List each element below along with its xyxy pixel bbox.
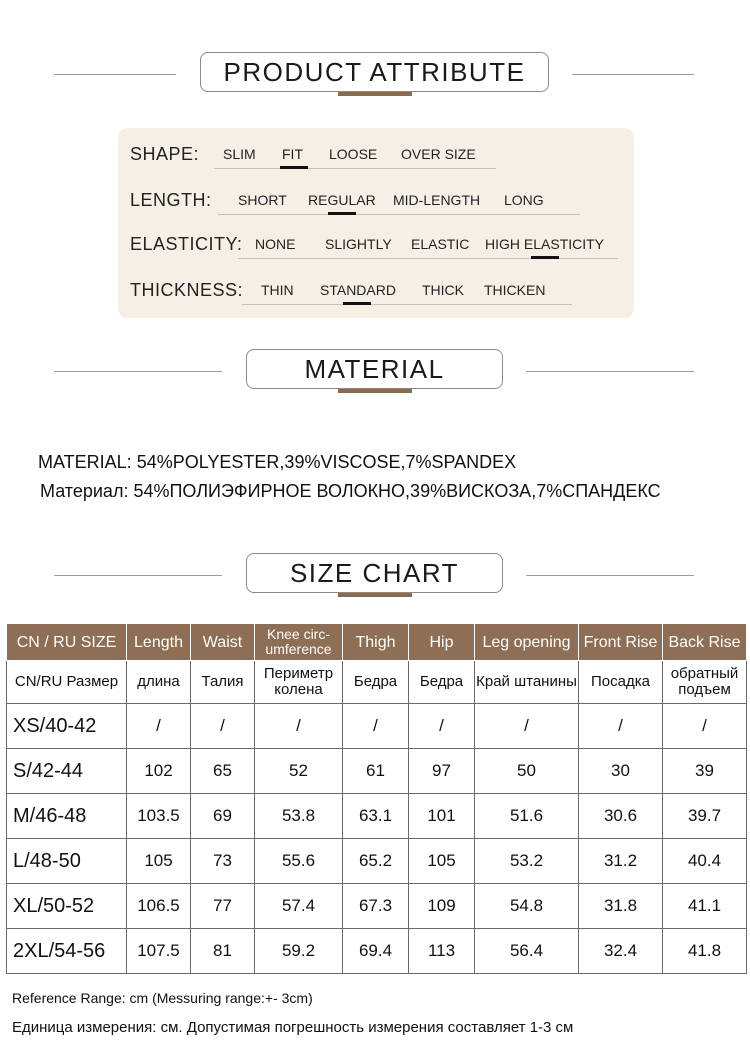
table-cell: 109 <box>409 884 475 929</box>
table-cell: 81 <box>191 929 255 974</box>
size-cell: L/48-50 <box>7 839 127 884</box>
material-value-en: 54%POLYESTER,39%VISCOSE,7%SPANDEX <box>136 452 517 472</box>
attribute-panel <box>118 128 634 318</box>
table-cell: 39 <box>663 749 747 794</box>
selected-marker <box>531 256 559 259</box>
header-cell: Waist <box>191 624 255 661</box>
table-cell: 53.2 <box>475 839 579 884</box>
table-cell: / <box>255 704 343 749</box>
header-cell: Front Rise <box>579 624 663 661</box>
attribute-option: STANDARD <box>320 282 396 298</box>
attribute-option: OVER SIZE <box>401 146 476 162</box>
attribute-underline <box>242 304 572 305</box>
material-title: MATERIAL <box>246 349 503 389</box>
product-attribute-title: PRODUCT ATTRIBUTE <box>200 52 549 92</box>
product-attribute-header <box>0 52 750 98</box>
attribute-option: ELASTIC <box>411 236 470 252</box>
size-cell: S/42-44 <box>7 749 127 794</box>
divider-right <box>572 74 694 75</box>
attribute-row-length <box>118 186 634 216</box>
table-cell: 30.6 <box>579 794 663 839</box>
header-cell-ru: Бедра <box>343 661 409 704</box>
table-cell: 65.2 <box>343 839 409 884</box>
size-chart-title: SIZE CHART <box>246 553 503 593</box>
table-cell: 39.7 <box>663 794 747 839</box>
table-row <box>7 884 747 929</box>
table-cell: 50 <box>475 749 579 794</box>
table-cell: 52 <box>255 749 343 794</box>
table-cell: 69 <box>191 794 255 839</box>
header-cell-ru: длина <box>127 661 191 704</box>
table-cell: 55.6 <box>255 839 343 884</box>
title-accent <box>338 92 412 96</box>
table-cell: 41.1 <box>663 884 747 929</box>
table-cell: 69.4 <box>343 929 409 974</box>
header-cell-ru: Талия <box>191 661 255 704</box>
table-cell: 105 <box>409 839 475 884</box>
attribute-option: SHORT <box>238 192 287 208</box>
attribute-option: HIGH ELASTICITY <box>485 236 605 252</box>
header-cell: Length <box>127 624 191 661</box>
table-cell: 105 <box>127 839 191 884</box>
attribute-option: SLIM <box>223 146 256 162</box>
header-cell: CN / RU SIZE <box>7 624 127 661</box>
reference-note-en: Reference Range: cm (Messuring range:+- 3cm) <box>12 990 313 1006</box>
table-cell: 30 <box>579 749 663 794</box>
divider-left <box>54 575 222 576</box>
table-cell: / <box>343 704 409 749</box>
attribute-row-shape <box>118 140 634 170</box>
table-cell: / <box>409 704 475 749</box>
table-cell: 32.4 <box>579 929 663 974</box>
table-cell: 65 <box>191 749 255 794</box>
table-cell: 59.2 <box>255 929 343 974</box>
table-cell: 61 <box>343 749 409 794</box>
header-cell: Knee circ-umference <box>255 624 343 661</box>
attribute-option: NONE <box>255 236 296 252</box>
attribute-option: THIN <box>261 282 294 298</box>
size-cell: M/46-48 <box>7 794 127 839</box>
table-cell: 54.8 <box>475 884 579 929</box>
table-cell: 57.4 <box>255 884 343 929</box>
table-cell: 51.6 <box>475 794 579 839</box>
table-cell: 77 <box>191 884 255 929</box>
table-row <box>7 929 747 974</box>
header-cell-ru: обратный подъем <box>663 661 747 704</box>
table-cell: / <box>475 704 579 749</box>
attribute-option: FIT <box>282 146 303 162</box>
table-cell: 56.4 <box>475 929 579 974</box>
divider-right <box>526 371 694 372</box>
header-cell-ru: CN/RU Размер <box>7 661 127 704</box>
size-cell: XS/40-42 <box>7 704 127 749</box>
material-en <box>38 452 516 473</box>
attribute-underline <box>238 258 618 259</box>
size-cell: XL/50-52 <box>7 884 127 929</box>
table-cell: 102 <box>127 749 191 794</box>
title-accent <box>338 593 412 597</box>
table-row <box>7 704 747 749</box>
table-cell: / <box>579 704 663 749</box>
header-cell-ru: Периметр колена <box>255 661 343 704</box>
reference-note-ru: Единица измерения: см. Допустимая погрешность измерения составляет 1-3 см <box>12 1019 574 1036</box>
header-row-en <box>7 624 747 661</box>
attribute-label: SHAPE: <box>130 144 200 164</box>
table-cell: / <box>127 704 191 749</box>
table-cell: 53.8 <box>255 794 343 839</box>
selected-marker <box>343 302 371 305</box>
size-chart-table <box>6 623 747 974</box>
table-cell: 106.5 <box>127 884 191 929</box>
material-ru <box>40 481 661 502</box>
size-cell: 2XL/54-56 <box>7 929 127 974</box>
divider-left <box>54 74 176 75</box>
table-cell: 67.3 <box>343 884 409 929</box>
header-cell: Hip <box>409 624 475 661</box>
table-row <box>7 839 747 884</box>
header-cell: Leg opening <box>475 624 579 661</box>
table-cell: 113 <box>409 929 475 974</box>
attribute-row-elasticity <box>118 230 634 260</box>
size-chart-header <box>0 553 750 599</box>
attribute-option: MID-LENGTH <box>393 192 481 208</box>
divider-right <box>526 575 694 576</box>
header-row-ru <box>7 661 747 704</box>
header-cell-ru: Край штанины <box>475 661 579 704</box>
table-cell: 31.2 <box>579 839 663 884</box>
header-cell-ru: Бедра <box>409 661 475 704</box>
attribute-option: REGULAR <box>308 192 376 208</box>
material-label-ru: Материал: <box>40 481 129 501</box>
attribute-label: LENGTH: <box>130 190 212 210</box>
attribute-option: SLIGHTLY <box>325 236 392 252</box>
selected-marker <box>328 212 356 215</box>
table-cell: 107.5 <box>127 929 191 974</box>
attribute-option: THICK <box>422 282 464 298</box>
table-cell: / <box>191 704 255 749</box>
header-cell-ru: Посадка <box>579 661 663 704</box>
selected-marker <box>280 166 308 169</box>
table-cell: 101 <box>409 794 475 839</box>
header-cell: Thigh <box>343 624 409 661</box>
table-row <box>7 794 747 839</box>
title-accent <box>338 389 412 393</box>
attribute-underline <box>218 214 580 215</box>
material-label-en: MATERIAL: <box>38 452 132 472</box>
attribute-option: LONG <box>504 192 544 208</box>
divider-left <box>54 371 222 372</box>
attribute-underline <box>214 168 496 169</box>
table-cell: 40.4 <box>663 839 747 884</box>
attribute-option: THICKEN <box>484 282 546 298</box>
table-row <box>7 749 747 794</box>
header-cell: Back Rise <box>663 624 747 661</box>
attribute-row-thickness <box>118 276 634 306</box>
table-cell: 31.8 <box>579 884 663 929</box>
attribute-label: THICKNESS: <box>130 280 244 300</box>
material-header <box>0 349 750 395</box>
attribute-label: ELASTICITY: <box>130 234 243 254</box>
table-cell: 103.5 <box>127 794 191 839</box>
table-cell: 63.1 <box>343 794 409 839</box>
table-cell: 41.8 <box>663 929 747 974</box>
table-cell: 73 <box>191 839 255 884</box>
table-cell: 97 <box>409 749 475 794</box>
material-value-ru: 54%ПОЛИЭФИРНОЕ ВОЛОКНО,39%ВИСКОЗА,7%СПАНДЕКС <box>133 481 661 501</box>
table-cell: / <box>663 704 747 749</box>
attribute-option: LOOSE <box>329 146 378 162</box>
